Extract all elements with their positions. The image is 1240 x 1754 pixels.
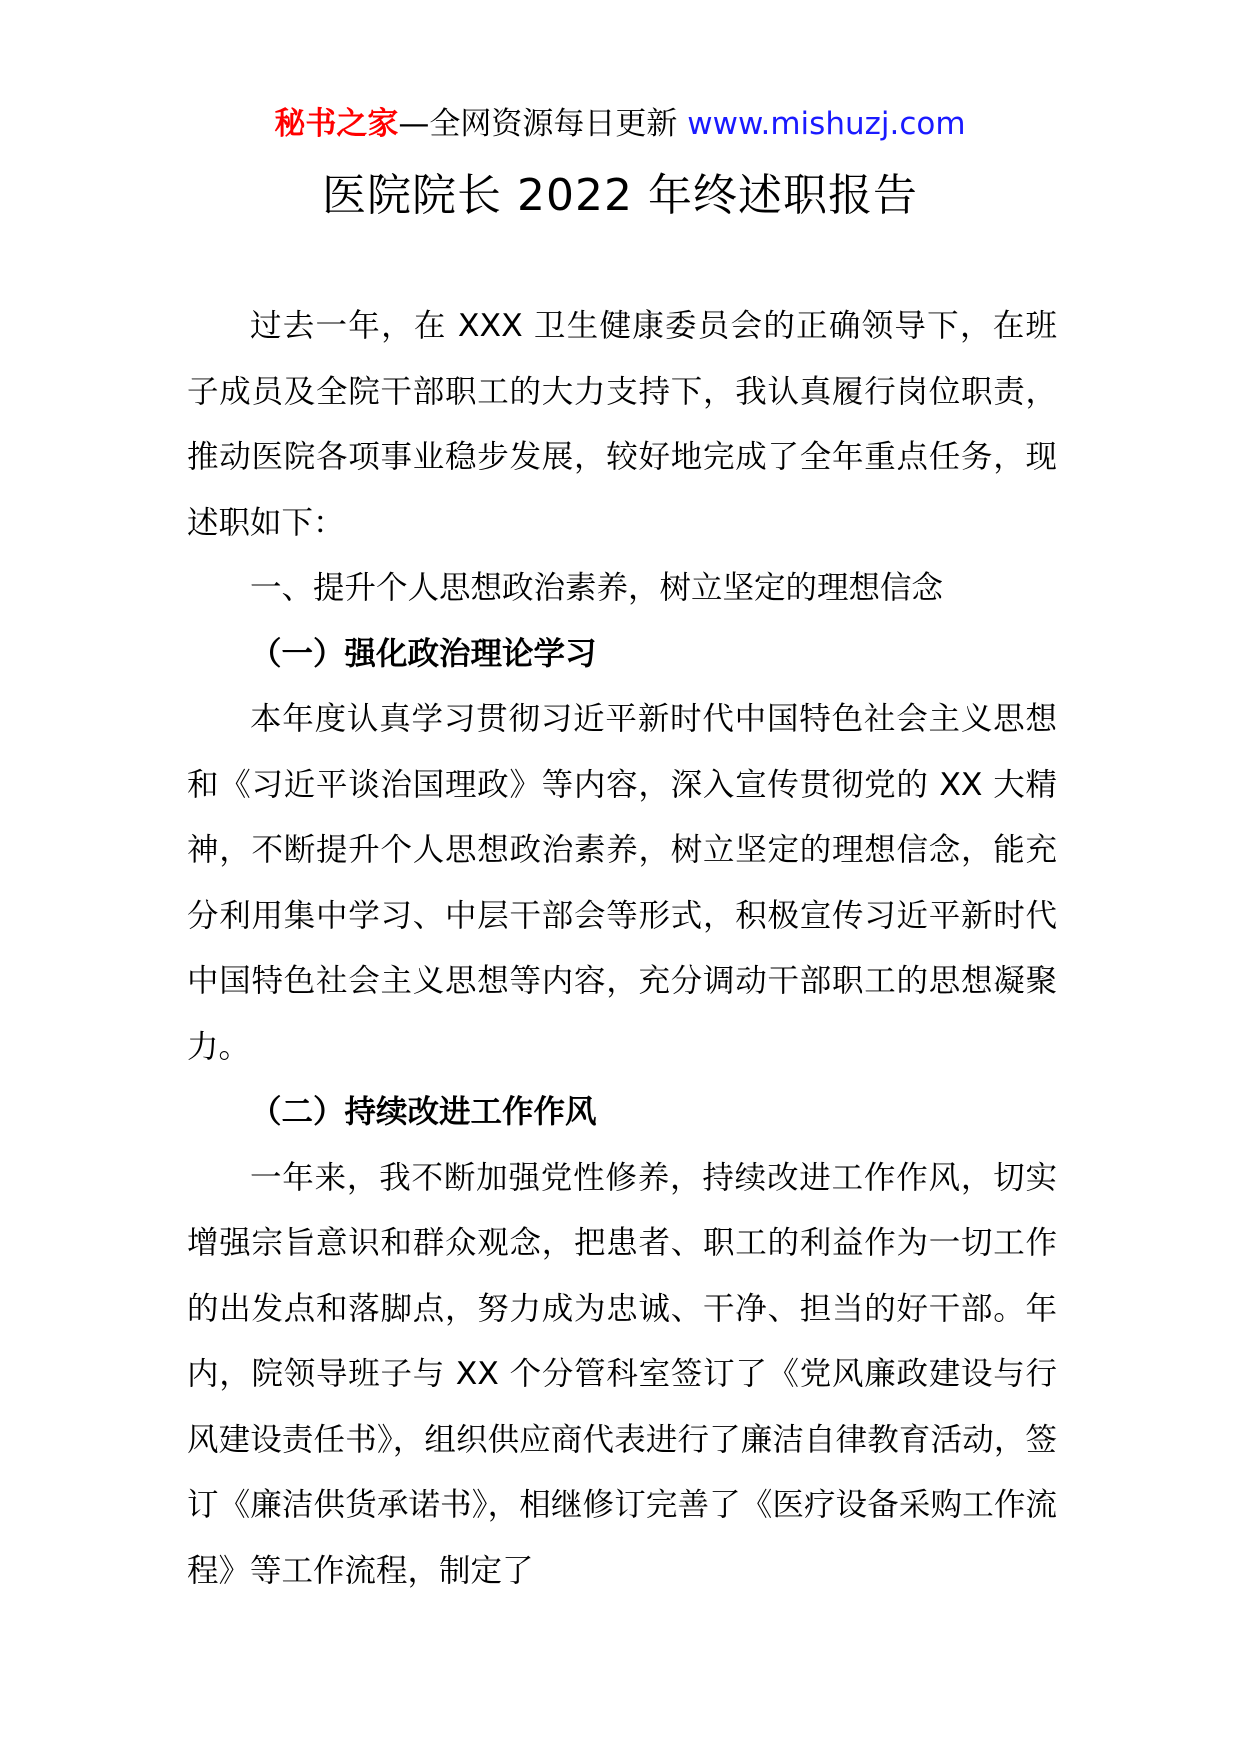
section-heading-1: 一、提升个人思想政治素养，树立坚定的理想信念 [250, 570, 944, 606]
site-tagline: —全网资源每日更新 [398, 106, 678, 142]
document-title: 医院院长 2022 年终述职报告 [322, 170, 918, 221]
subsection-paragraph-2: 一年来，我不断加强党性修养，持续改进工作作风，切实增强宗旨意识和群众观念，把患者、职工的利益作为一切工作的出发点和落脚点，努力成为忠诚、干净、担当的好干部。年内，院领导班子与 XX 个分管科室签订了《党风廉政建设与行风建设责任书》，组织供应商代表进行了廉洁自律教育活动，签订《廉洁供货承诺书》，相继修订完善了《医疗设备采购工作流程》等工作流程，制定了 [187, 1159, 1057, 1589]
site-url-link[interactable]: www.mishuzj.com [687, 106, 966, 142]
subsection-heading-2: （二）持续改进工作作风 [250, 1094, 597, 1130]
intro-paragraph: 过去一年，在 XXX 卫生健康委员会的正确领导下，在班子成员及全院干部职工的大力支持下，我认真履行岗位职责，推动医院各项事业稳步发展，较好地完成了全年重点任务，现述职如下： [187, 308, 1057, 541]
site-brand: 秘书之家 [274, 106, 399, 142]
site-header [0, 102, 1240, 146]
subsection-heading-1: （一）强化政治理论学习 [250, 635, 597, 672]
document-body [187, 294, 1057, 1604]
subsection-paragraph-1: 本年度认真学习贯彻习近平新时代中国特色社会主义思想和《习近平谈治国理政》等内容，深入宣传贯彻党的 XX 大精神，不断提升个人思想政治素养，树立坚定的理想信念，能充分利用集中学习、中层干部会等形式，积极宣传习近平新时代中国特色社会主义思想等内容，充分调动干部职工的思想凝聚力。 [187, 701, 1057, 1065]
